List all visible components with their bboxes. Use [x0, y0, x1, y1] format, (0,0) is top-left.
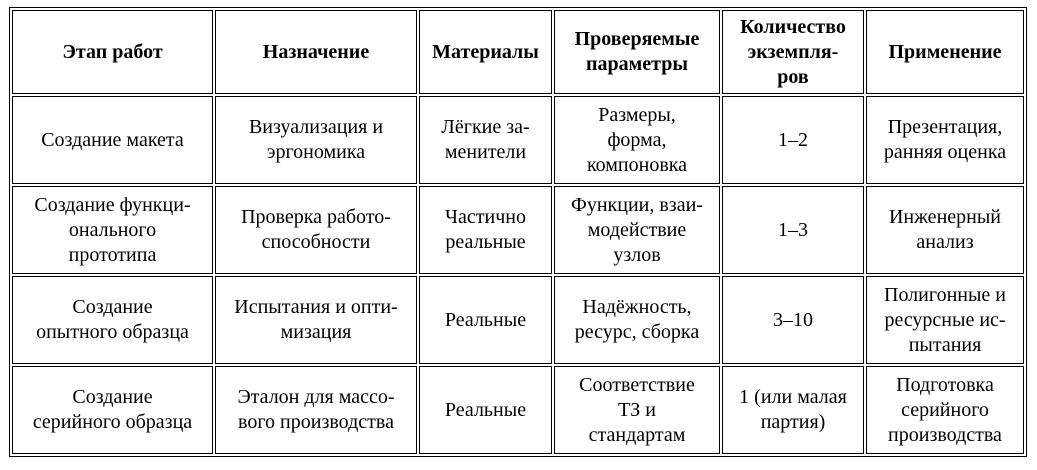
- cell-stage: Создание серийного образца: [12, 366, 213, 454]
- cell-parameters: Размеры, форма, компоновка: [554, 96, 720, 184]
- cell-parameters: Надёжность, ресурс, сборка: [554, 276, 720, 364]
- cell-application: Презентация, ранняя оценка: [866, 96, 1024, 184]
- table-row: [12, 366, 1024, 454]
- cell-stage: Создание функци- онального прототипа: [12, 186, 213, 274]
- cell-application: Инженерный анализ: [866, 186, 1024, 274]
- cell-purpose: Визуализация и эргономика: [215, 96, 417, 184]
- header-stage: Этап работ: [12, 10, 213, 94]
- cell-purpose: Эталон для массо- вого производства: [215, 366, 417, 454]
- comparison-table: [9, 7, 1027, 457]
- cell-application: Подготовка серийного производства: [866, 366, 1024, 454]
- cell-materials: Реальные: [419, 276, 552, 364]
- header-quantity: Количество экземпля- ров: [722, 10, 864, 94]
- header-application: Применение: [866, 10, 1024, 94]
- cell-parameters: Соответствие ТЗ и стандартам: [554, 366, 720, 454]
- cell-materials: Реальные: [419, 366, 552, 454]
- comparison-table-container: [9, 7, 1027, 457]
- header-materials: Материалы: [419, 10, 552, 94]
- cell-materials: Частично реальные: [419, 186, 552, 274]
- cell-parameters: Функции, взаи- модействие узлов: [554, 186, 720, 274]
- table-row: [12, 276, 1024, 364]
- header-purpose: Назначение: [215, 10, 417, 94]
- cell-purpose: Испытания и опти- мизация: [215, 276, 417, 364]
- table-row: [12, 96, 1024, 184]
- cell-stage: Создание макета: [12, 96, 213, 184]
- cell-quantity: 1 (или малая партия): [722, 366, 864, 454]
- cell-purpose: Проверка работо- способности: [215, 186, 417, 274]
- cell-quantity: 3–10: [722, 276, 864, 364]
- cell-application: Полигонные и ресурсные ис- пытания: [866, 276, 1024, 364]
- header-parameters: Проверяемые параметры: [554, 10, 720, 94]
- cell-materials: Лёгкие за- менители: [419, 96, 552, 184]
- table-row: [12, 186, 1024, 274]
- cell-quantity: 1–2: [722, 96, 864, 184]
- header-row: [12, 10, 1024, 94]
- cell-stage: Создание опытного образца: [12, 276, 213, 364]
- cell-quantity: 1–3: [722, 186, 864, 274]
